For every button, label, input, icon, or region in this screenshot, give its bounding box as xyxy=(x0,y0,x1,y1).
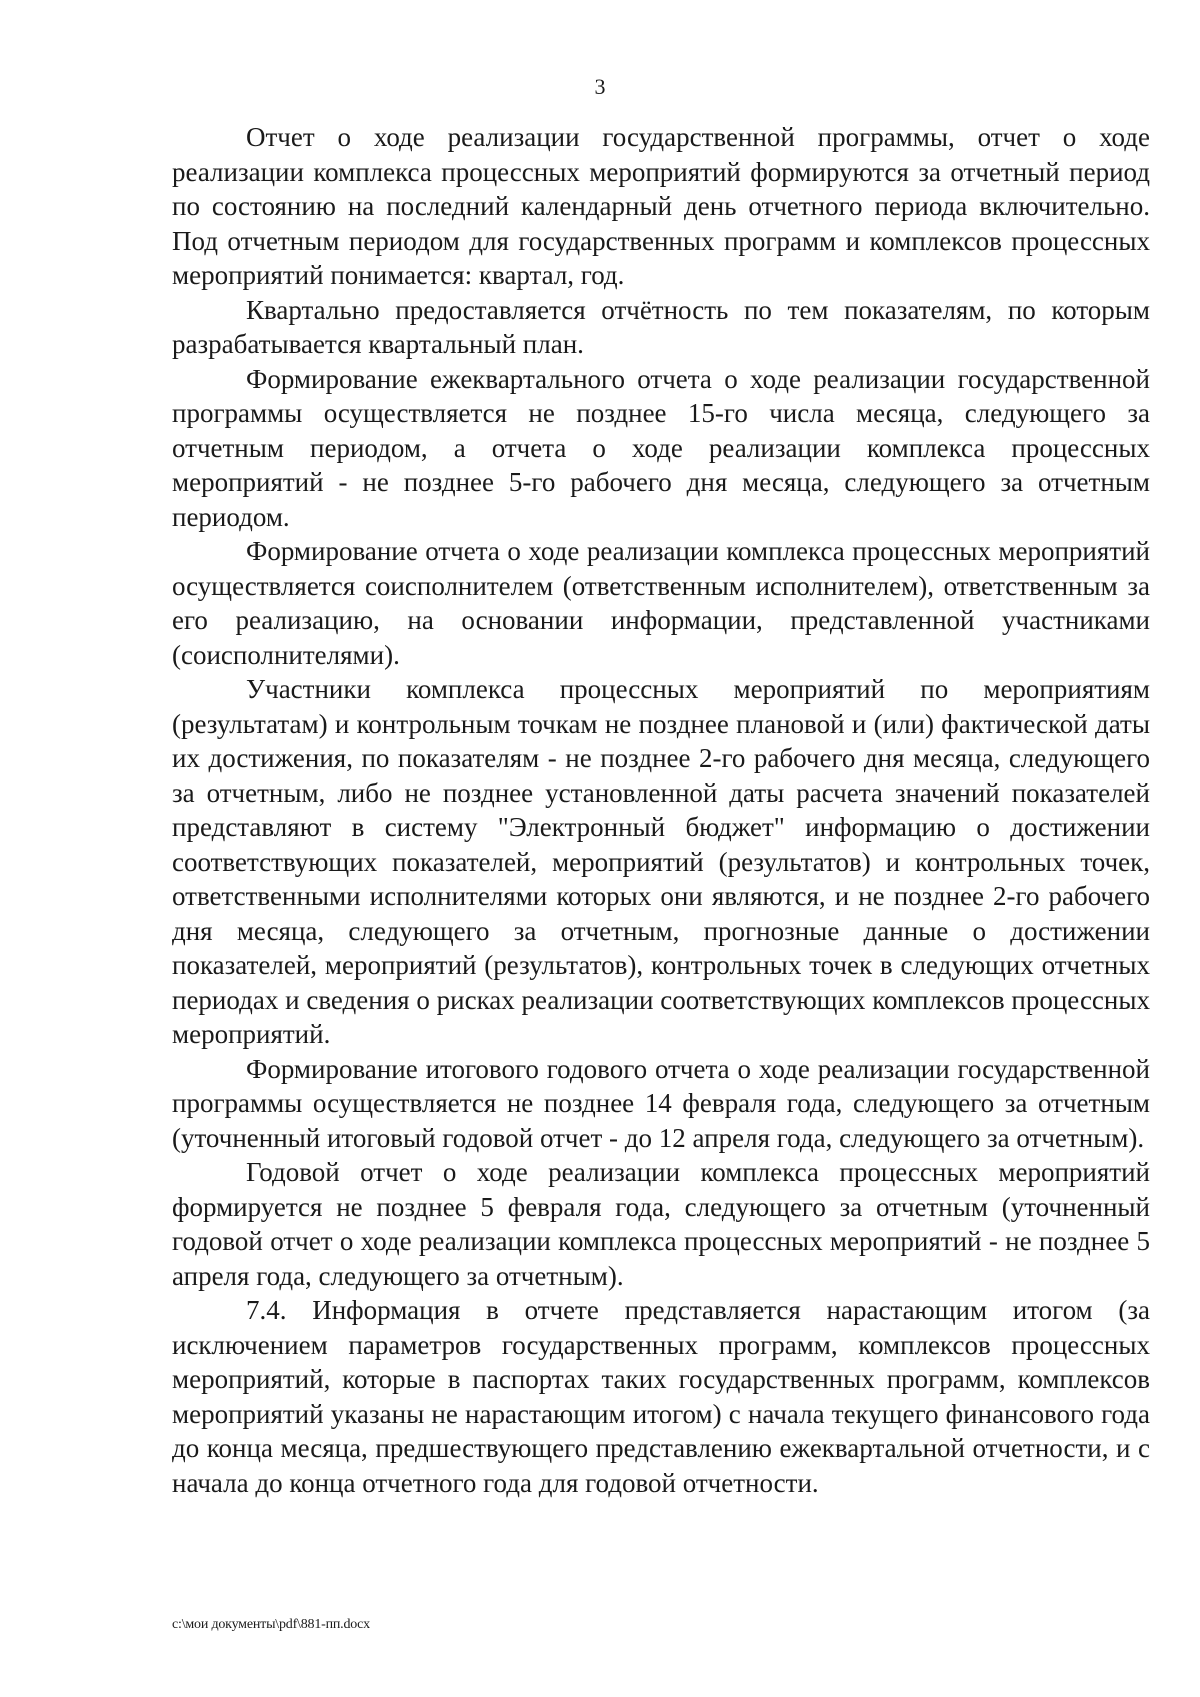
footer-file-path: c:\мои документы\pdf\881-пп.docx xyxy=(172,1617,370,1632)
document-body xyxy=(172,120,1150,1500)
paragraph-7-4-cumulative: 7.4. Информация в отчете представляется нарастающим итогом (за исключением параметров государственных программ, комплексов процессных мероприятий, которые в паспортах таких государственных программ, комплексов мероприятий указаны не нарастающим итогом) с начала текущего финансового года до конца месяца, предшествующего представлению ежеквартальной отчетности, и с начала до конца отчетного года для годовой отчетности. xyxy=(172,1295,1150,1498)
paragraph-quarterly-reporting: Квартально предоставляется отчётность по тем показателям, по которым разрабатывается квартальный план. xyxy=(172,294,1150,359)
paragraph-participants-submission: Участники комплекса процессных мероприятий по мероприятиям (результатам) и контрольным точкам не позднее плановой и (или) фактической даты их достижения, по показателям - не позднее 2-го рабочего дня месяца, следующего за отчетным, либо не позднее установленной даты расчета значений показателей представляют в систему "Электронный бюджет" информацию о достижении соответствующих показателей, мероприятий (результатов) и контрольных точек, ответственными исполнителями которых они являются, и не позднее 2-го рабочего дня месяца, следующего за отчетным, прогнозные данные о достижении показателей, мероприятий (результатов), контрольных точек в следующих отчетных периодах и сведения о рисках реализации соответствующих комплексов процессных мероприятий. xyxy=(172,674,1150,1049)
page-number: 3 xyxy=(594,74,606,99)
paragraph-final-annual-report: Формирование итогового годового отчета о ходе реализации государственной программы осуществляется не позднее 14 февраля года, следующего за отчетным (уточненный итоговый годовой отчет - до 12 апреля года, следующего за отчетным). xyxy=(172,1053,1150,1153)
paragraph-report-preparation: Формирование отчета о ходе реализации комплекса процессных мероприятий осуществляется соисполнителем (ответственным исполнителем), ответственным за его реализацию, на основании информации, представленной участниками (соисполнителями). xyxy=(172,536,1150,670)
paragraph-quarterly-report-deadline: Формирование ежеквартального отчета о ходе реализации государственной программы осуществляется не позднее 15-го числа месяца, следующего за отчетным периодом, а отчета о ходе реализации комплекса процессных мероприятий - не позднее 5-го рабочего дня месяца, следующего за отчетным периодом. xyxy=(172,363,1150,532)
paragraph-annual-complex-report: Годовой отчет о ходе реализации комплекса процессных мероприятий формируется не позднее 5 февраля года, следующего за отчетным (уточненный годовой отчет о ходе реализации комплекса процессных мероприятий - не позднее 5 апреля года, следующего за отчетным). xyxy=(172,1157,1150,1291)
paragraph-report-period: Отчет о ходе реализации государственной программы, отчет о ходе реализации комплекса процессных мероприятий формируются за отчетный период по состоянию на последний календарный день отчетного периода включительно. Под отчетным периодом для государственных программ и комплексов процессных мероприятий понимается: квартал, год. xyxy=(172,122,1150,290)
